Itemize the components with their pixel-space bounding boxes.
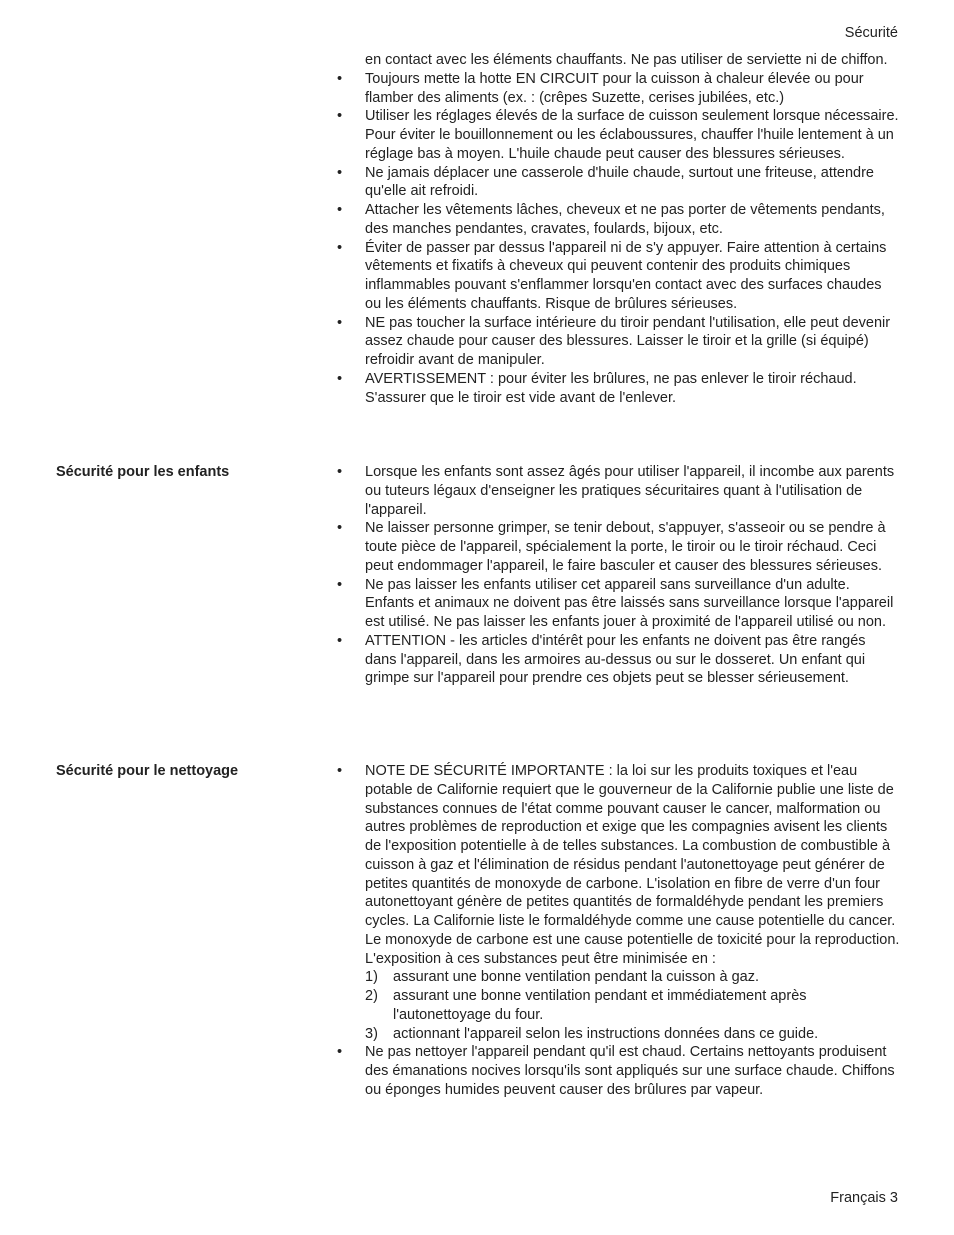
list-item: • Utiliser les réglages élevés de la surface de cuisson seulement lorsque nécessaire. Pour éviter le bouillonnement ou les éclaboussures, chauffer l'huile lentement à un réglage bas à moyen. L'huile chaude peut causer des blessures sérieuses. xyxy=(365,107,900,163)
list-item: • Toujours mette la hotte EN CIRCUIT pour la cuisson à chaleur élevée ou pour flamber des aliments (ex. : (crêpes Suzette, cerises jubilées, etc.) xyxy=(365,70,900,108)
step-number: 3) xyxy=(365,1025,378,1042)
step-number: 2) xyxy=(365,988,378,1004)
list-item: • Attacher les vêtements lâches, cheveux et ne pas porter de vêtements pendants, des manches pendantes, cravates, foulards, bijoux, etc. xyxy=(365,201,900,239)
step-item xyxy=(365,1025,900,1044)
continued-content xyxy=(365,51,900,407)
list-item: • Ne pas nettoyer l'appareil pendant qu'il est chaud. Certains nettoyants produisent des émanations nocives lorsqu'ils sont appliqués sur une surface chaude. Chiffons ou éponges humides peuvent causer des brûlures par vapeur. xyxy=(365,1043,900,1099)
step-text: assurant une bonne ventilation pendant la cuisson à gaz. xyxy=(393,969,759,986)
list-item: • Lorsque les enfants sont assez âgés pour utiliser l'appareil, il incombe aux parents ou tuteurs légaux d'enseigner les pratiques sécuritaires quant à l'utilisation de l'appareil. xyxy=(365,463,900,519)
list-item: • Ne laisser personne grimper, se tenir debout, s'appuyer, s'asseoir ou se pendre à toute pièce de l'appareil, spécialement la porte, le tiroir ou le tiroir réchaud. Ceci peut endommager l'appareil, le faire basculer et causer des blessures sérieuses. xyxy=(365,519,900,575)
page-header-section: Sécurité xyxy=(844,25,898,41)
list-item: • Ne pas laisser les enfants utiliser cet appareil sans surveillance d'un adulte. Enfants et animaux ne doivent pas être laissés sans surveillance lorsque l'appareil est utilisé. Ne pas laisser les enfants jouer à proximité de l'appareil utilisé ou non. xyxy=(365,576,900,632)
section-title-cleaning: Sécurité pour le nettoyage xyxy=(56,763,239,779)
step-item xyxy=(365,968,900,987)
list-item: • AVERTISSEMENT : pour éviter les brûlures, ne pas enlever le tiroir réchaud. S'assurer que le tiroir est vide avant de l'enlever. xyxy=(365,370,900,408)
page-footer-number: Français 3 xyxy=(830,1190,898,1206)
continued-bullet-list xyxy=(365,70,900,408)
step-text: actionnant l'appareil selon les instructions données dans ce guide. xyxy=(393,1025,819,1042)
list-item: • NE pas toucher la surface intérieure du tiroir pendant l'utilisation, elle peut devenir assez chaude pour causer des blessures. Laisser le tiroir et la grille (si équipé) refroidir avant de manipuler. xyxy=(365,314,900,370)
list-item xyxy=(365,762,900,1043)
cleaning-bullet-list xyxy=(365,762,900,1100)
step-number: 1) xyxy=(365,969,378,986)
safety-note-text: • NOTE DE SÉCURITÉ IMPORTANTE : la loi sur les produits toxiques et l'eau potable de Californie requiert que le gouverneur de la Californie publie une liste de substances connues de l'état comme pouvant causer le cancer, malformation ou autres problèmes de reproduction et exige que les compagnies avisent les clients de l'exposition potentielle à de telles substances. La combustion de combustible à cuisson à gaz et l'élimination de résidus pendant l'autonettoyage peut générer de petites quantités de monoxyde de carbone. L'isolation en fibre de verre d'un four autonettoyant génère de petites quantités de formaldéhyde pendant les premiers cycles. La Californie liste le formaldéhyde comme une cause potentielle du cancer. Le monoxyde de carbone est une cause potentielle de toxicité pour la reproduction. L'exposition à ces substances peut être minimisée en : xyxy=(365,763,900,967)
section-title-children: Sécurité pour les enfants xyxy=(56,464,230,480)
step-item xyxy=(365,987,900,1025)
list-item: • Ne jamais déplacer une casserole d'huile chaude, surtout une friteuse, attendre qu'elle ait refroidi. xyxy=(365,164,900,202)
step-text: assurant une bonne ventilation pendant et immédiatement après l'autonettoyage du four. xyxy=(393,988,807,1023)
list-item: • Éviter de passer par dessus l'appareil ni de s'y appuyer. Faire attention à certains vêtements et fixatifs à cheveux qui peuvent contenir des produits chimiques inflammables pouvant s'enflammer lorsqu'en contact avec des surfaces chaudes ou les éléments chauffants. Risque de brûlures sérieuses. xyxy=(365,239,900,314)
continued-text: en contact avec les éléments chauffants. Ne pas utiliser de serviette ni de chiffon. xyxy=(365,52,888,68)
minimize-steps-list xyxy=(365,968,900,1043)
children-bullet-list xyxy=(365,463,900,688)
list-item: • ATTENTION - les articles d'intérêt pour les enfants ne doivent pas être rangés dans l'appareil, dans les armoires au-dessus ou sur le dosseret. Un enfant qui grimpe sur l'appareil pour prendre ces objets peut se blesser sérieusement. xyxy=(365,632,900,688)
children-content xyxy=(365,463,900,688)
cleaning-content xyxy=(365,762,900,1100)
